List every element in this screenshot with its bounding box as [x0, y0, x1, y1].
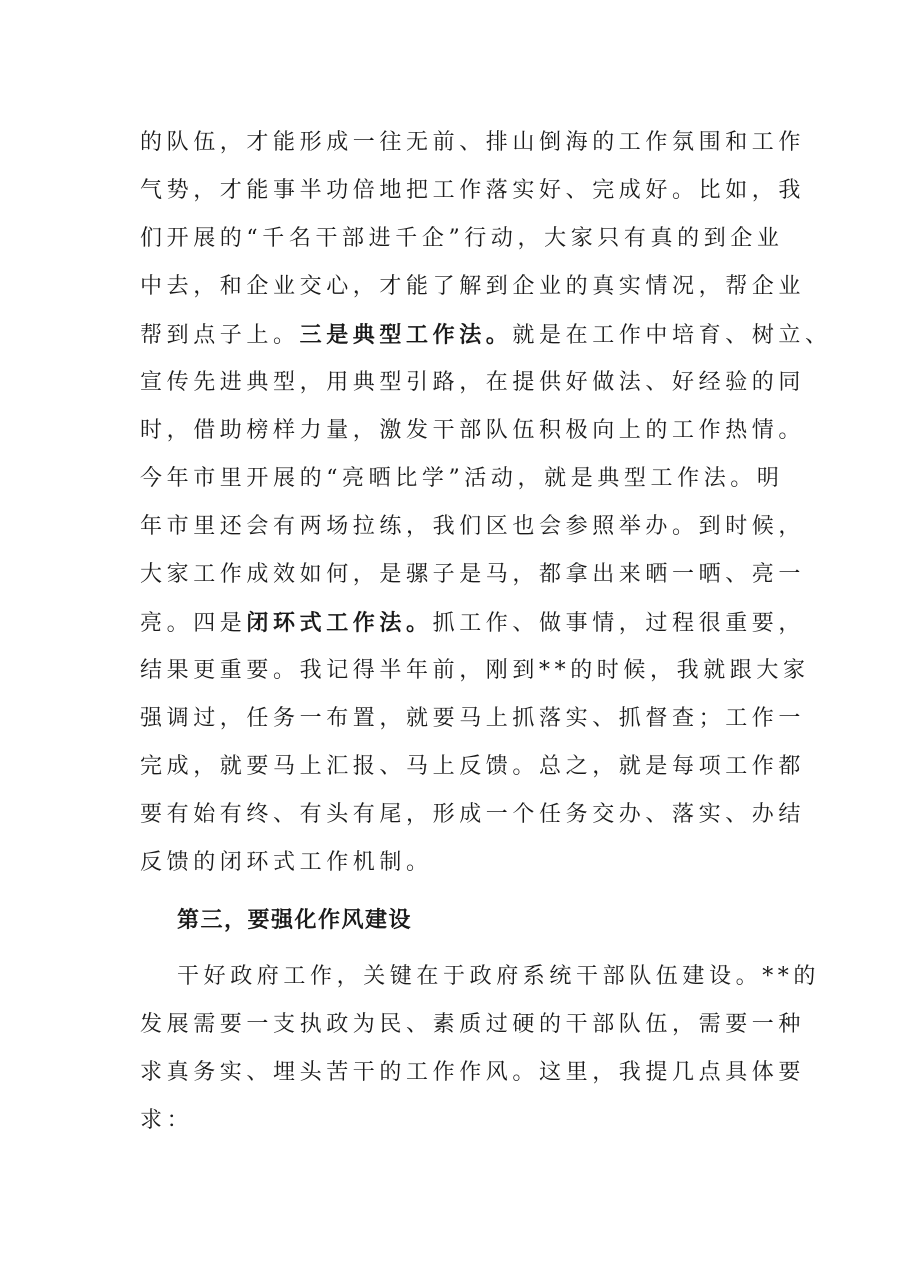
text-line: 的队伍，才能形成一往无前、排山倒海的工作氛围和工作 — [140, 130, 806, 155]
text-line: 完成，就要马上汇报、马上反馈。总之，就是每项工作都 — [140, 754, 806, 779]
section-heading: 第三，要强化作风建设 — [177, 907, 413, 933]
text-line: 求： — [140, 1108, 194, 1133]
text-line: 结果更重要。我记得半年前，刚到**的时候，我就跟大家 — [140, 658, 810, 683]
text-line: 干好政府工作，关键在于政府系统干部队伍建设。**的 — [177, 964, 821, 989]
text-line: 要有始有终、有头有尾，形成一个任务交办、落实、办结 — [140, 802, 806, 827]
text-line: 气势，才能事半功倍地把工作落实好、完成好。比如，我 — [140, 178, 806, 203]
text-line: 反馈的闭环式工作机制。 — [140, 850, 433, 875]
text-line: 大家工作成效如何，是骡子是马，都拿出来晒一晒、亮一 — [140, 562, 806, 587]
text-line: 宣传先进典型，用典型引路，在提供好做法、好经验的同 — [140, 370, 806, 395]
text-line: 求真务实、埋头苦干的工作作风。这里，我提几点具体要 — [140, 1060, 806, 1085]
text-line: 强调过，任务一布置，就要马上抓落实、抓督查；工作一 — [140, 706, 806, 731]
text-line: 年市里还会有两场拉练，我们区也会参照举办。到时候， — [140, 514, 806, 539]
bold-phrase: 三是典型工作法。 — [299, 322, 513, 348]
text-line: 今年市里开展的“亮晒比学”活动，就是典型工作法。明 — [140, 466, 784, 491]
text-run: 帮到点子上。 — [140, 323, 300, 348]
text-run: 就是在工作中培育、树立、 — [512, 323, 832, 348]
text-line: 中去，和企业交心，才能了解到企业的真实情况，帮企业 — [140, 274, 806, 299]
text-line: 们开展的“千名干部进千企”行动，大家只有真的到企业 — [140, 226, 784, 251]
text-run: 抓工作、做事情，过程很重要， — [432, 611, 806, 636]
text-line — [140, 320, 832, 351]
text-line: 时，借助榜样力量，激发干部队伍积极向上的工作热情。 — [140, 418, 806, 443]
text-line — [140, 608, 805, 639]
text-run: 亮。四是 — [140, 611, 247, 636]
bold-phrase: 闭环式工作法。 — [246, 610, 433, 636]
text-line: 发展需要一支执政为民、素质过硬的干部队伍，需要一种 — [140, 1012, 806, 1037]
